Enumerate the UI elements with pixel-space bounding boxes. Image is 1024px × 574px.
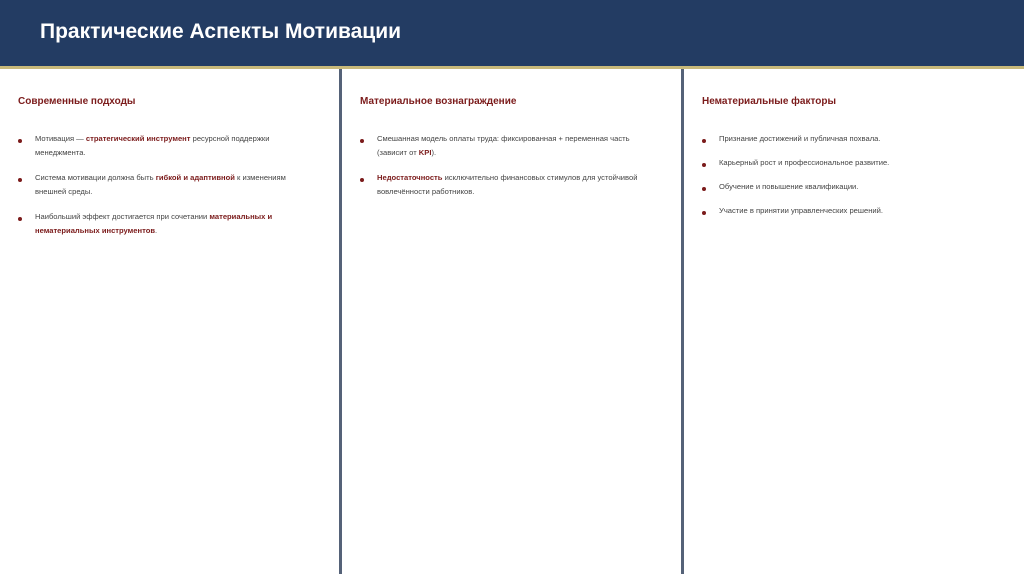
bullet-text: Наибольший эффект достигается при сочетании [35, 212, 210, 221]
list-item [702, 156, 1002, 170]
column-heading: Современные подходы [18, 96, 136, 107]
list-item [702, 204, 1002, 218]
bullet-emphasis: Недостаточность [377, 173, 443, 182]
bullet-list [18, 132, 318, 249]
list-item [702, 132, 1002, 146]
bullet-text: Участие в принятии управленческих решений. [719, 206, 884, 215]
bullet-emphasis: KPI [418, 148, 432, 157]
column-heading: Материальное вознаграждение [360, 96, 517, 107]
bullet-dot-icon [18, 139, 22, 143]
column-material-reward [342, 69, 681, 574]
bullet-text: Обучение и повышение квалификации. [719, 182, 859, 191]
bullet-list [702, 132, 1002, 228]
column-heading: Нематериальные факторы [702, 96, 837, 107]
list-item [18, 171, 318, 199]
bullet-text: ). [431, 148, 437, 157]
list-item [360, 171, 660, 199]
bullet-text: Признание достижений и публичная похвала. [719, 134, 881, 143]
bullet-dot-icon [702, 163, 706, 167]
list-item [18, 132, 318, 160]
bullet-text: Мотивация — [35, 134, 86, 143]
bullet-dot-icon [702, 211, 706, 215]
bullet-dot-icon [18, 217, 22, 221]
bullet-dot-icon [702, 187, 706, 191]
bullet-emphasis: гибкой и адаптивной [155, 173, 235, 182]
bullet-text: . [155, 226, 158, 235]
bullet-text: ресурсной поддержки менеджмента. [35, 134, 270, 157]
bullet-text: к изменениям внешней среды. [35, 173, 286, 196]
bullet-text: исключительно финансовых стимулов для устойчивой вовлечённости работников. [377, 173, 638, 196]
column-non-material-factors [684, 69, 1024, 574]
bullet-dot-icon [360, 178, 364, 182]
bullet-dot-icon [360, 139, 364, 143]
bullet-text: Смешанная модель оплаты труда: фиксированная + переменная часть (зависит от [377, 134, 630, 157]
bullet-dot-icon [18, 178, 22, 182]
list-item [18, 210, 318, 238]
column-modern-approaches [0, 69, 339, 574]
bullet-text: Карьерный рост и профессиональное развитие. [719, 158, 890, 167]
bullet-emphasis: стратегический инструмент [85, 134, 191, 143]
bullet-text: Система мотивации должна быть [35, 173, 156, 182]
bullet-emphasis: материальных и нематериальных инструментов [35, 212, 273, 235]
list-item [360, 132, 660, 160]
bullet-dot-icon [702, 139, 706, 143]
list-item [702, 180, 1002, 194]
page-title: Практические Аспекты Мотивации [40, 20, 402, 43]
title-bar [0, 0, 1024, 66]
bullet-list [360, 132, 660, 210]
